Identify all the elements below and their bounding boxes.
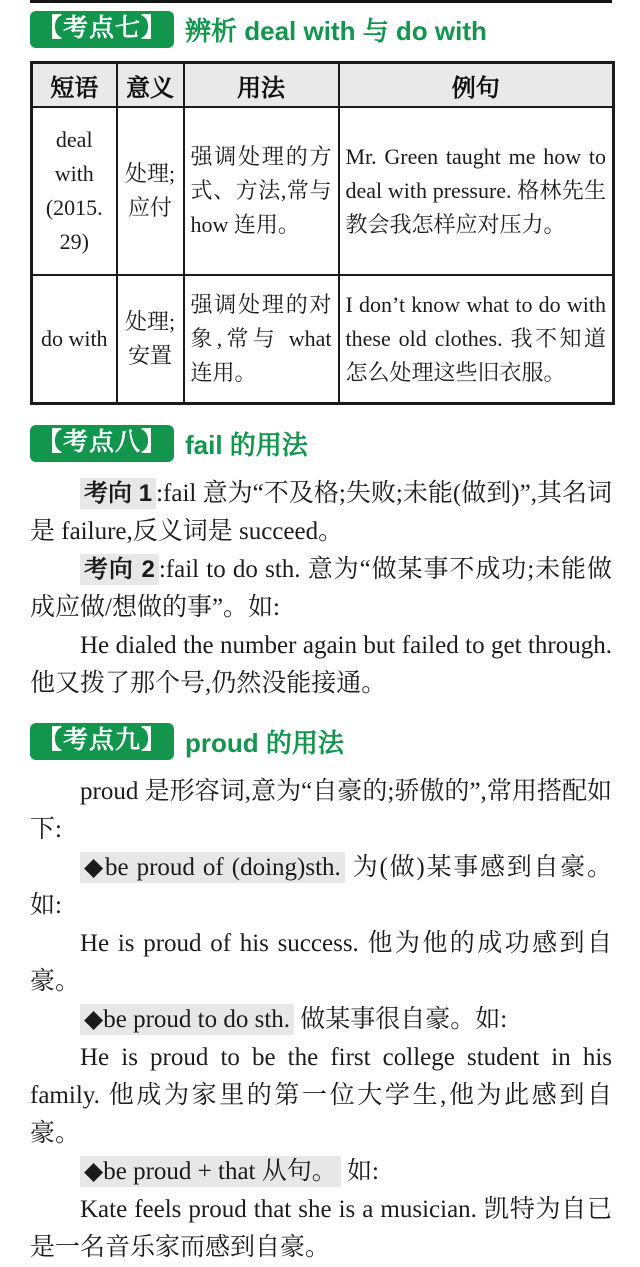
paragraph-kaoxiang-2 <box>30 551 612 627</box>
cell-phrase: do with <box>32 275 117 404</box>
cell-example: Mr. Green taught me how to deal with pressure. 格林先生教会我怎样应对压力。 <box>339 107 614 275</box>
section8-header <box>30 425 612 462</box>
kaoxiang-1-label: 考向 1 <box>80 478 156 509</box>
paragraph-proud-intro: proud 是形容词,意为“自豪的;骄傲的”,常用搭配如下: <box>30 778 612 843</box>
section9-title: proud 的用法 <box>185 728 344 758</box>
collocation-1-phrase: ◆be proud of (doing)sth. <box>80 852 345 883</box>
table-header-row <box>32 63 614 108</box>
section9-badge: 【考点九】 <box>30 723 174 760</box>
paragraph-fail-example: He dialed the number again but failed to get through. 他又拨了那个号,仍然没能接通。 <box>30 632 612 697</box>
section9-header <box>30 723 612 760</box>
section7-badge: 【考点七】 <box>30 11 174 48</box>
collocation-2-text: 做某事很自豪。如: <box>294 1006 508 1033</box>
collocation-1-example: He is proud of his success. 他为他的成功感到自豪。 <box>30 930 612 995</box>
collocation-item <box>30 1153 612 1191</box>
col-header-usage: 用法 <box>184 63 339 108</box>
cell-meaning: 处理;应付 <box>117 107 184 275</box>
collocation-3-phrase: ◆be proud + that 从句。 <box>80 1156 341 1187</box>
kaoxiang-2-label: 考向 2 <box>80 554 159 585</box>
section8-badge: 【考点八】 <box>30 425 174 462</box>
collocation-2-example: He is proud to be the first college student in his family. 他成为家里的第一位大学生,他为此感到自豪。 <box>30 1044 612 1147</box>
section7-title: 辨析 deal with 与 do with <box>185 16 487 46</box>
collocation-item <box>30 849 612 925</box>
collocation-1-text: 为(做)某事感到自豪。如: <box>30 854 613 919</box>
kaoxiang-1-text: :fail 意为“不及格;失败;未能(做到)”,其名词是 failure,反义词是 succeed。 <box>30 480 613 545</box>
cell-meaning: 处理;安置 <box>117 275 184 404</box>
table-row <box>32 107 614 275</box>
col-header-phrase: 短语 <box>32 63 117 108</box>
kaoxiang-2-text: :fail to do sth. 意为“做某事不成功;未能做成应做/想做的事”。如: <box>30 556 612 621</box>
paragraph-kaoxiang-1 <box>30 475 612 551</box>
collocation-3-text: 如: <box>340 1158 379 1185</box>
col-header-example: 例句 <box>339 63 614 108</box>
collocation-2-phrase: ◆be proud to do sth. <box>80 1004 294 1035</box>
cell-phrase: deal with (2015. 29) <box>32 107 117 275</box>
col-header-meaning: 意义 <box>117 63 184 108</box>
section8-title: fail 的用法 <box>185 430 308 460</box>
section7-header <box>30 11 612 48</box>
table-row <box>32 275 614 404</box>
collocation-item <box>30 1001 612 1039</box>
collocation-3-example: Kate feels proud that she is a musician. 凯特为自已是一名音乐家而感到自豪。 <box>30 1196 612 1261</box>
comparison-table <box>30 61 615 405</box>
top-divider <box>30 0 612 3</box>
cell-usage: 强调处理的方式、方法,常与 how 连用。 <box>184 107 339 275</box>
cell-usage: 强调处理的对象,常与 what 连用。 <box>184 275 339 404</box>
cell-example: I don’t know what to do with these old clothes. 我不知道怎么处理这些旧衣服。 <box>339 275 614 404</box>
